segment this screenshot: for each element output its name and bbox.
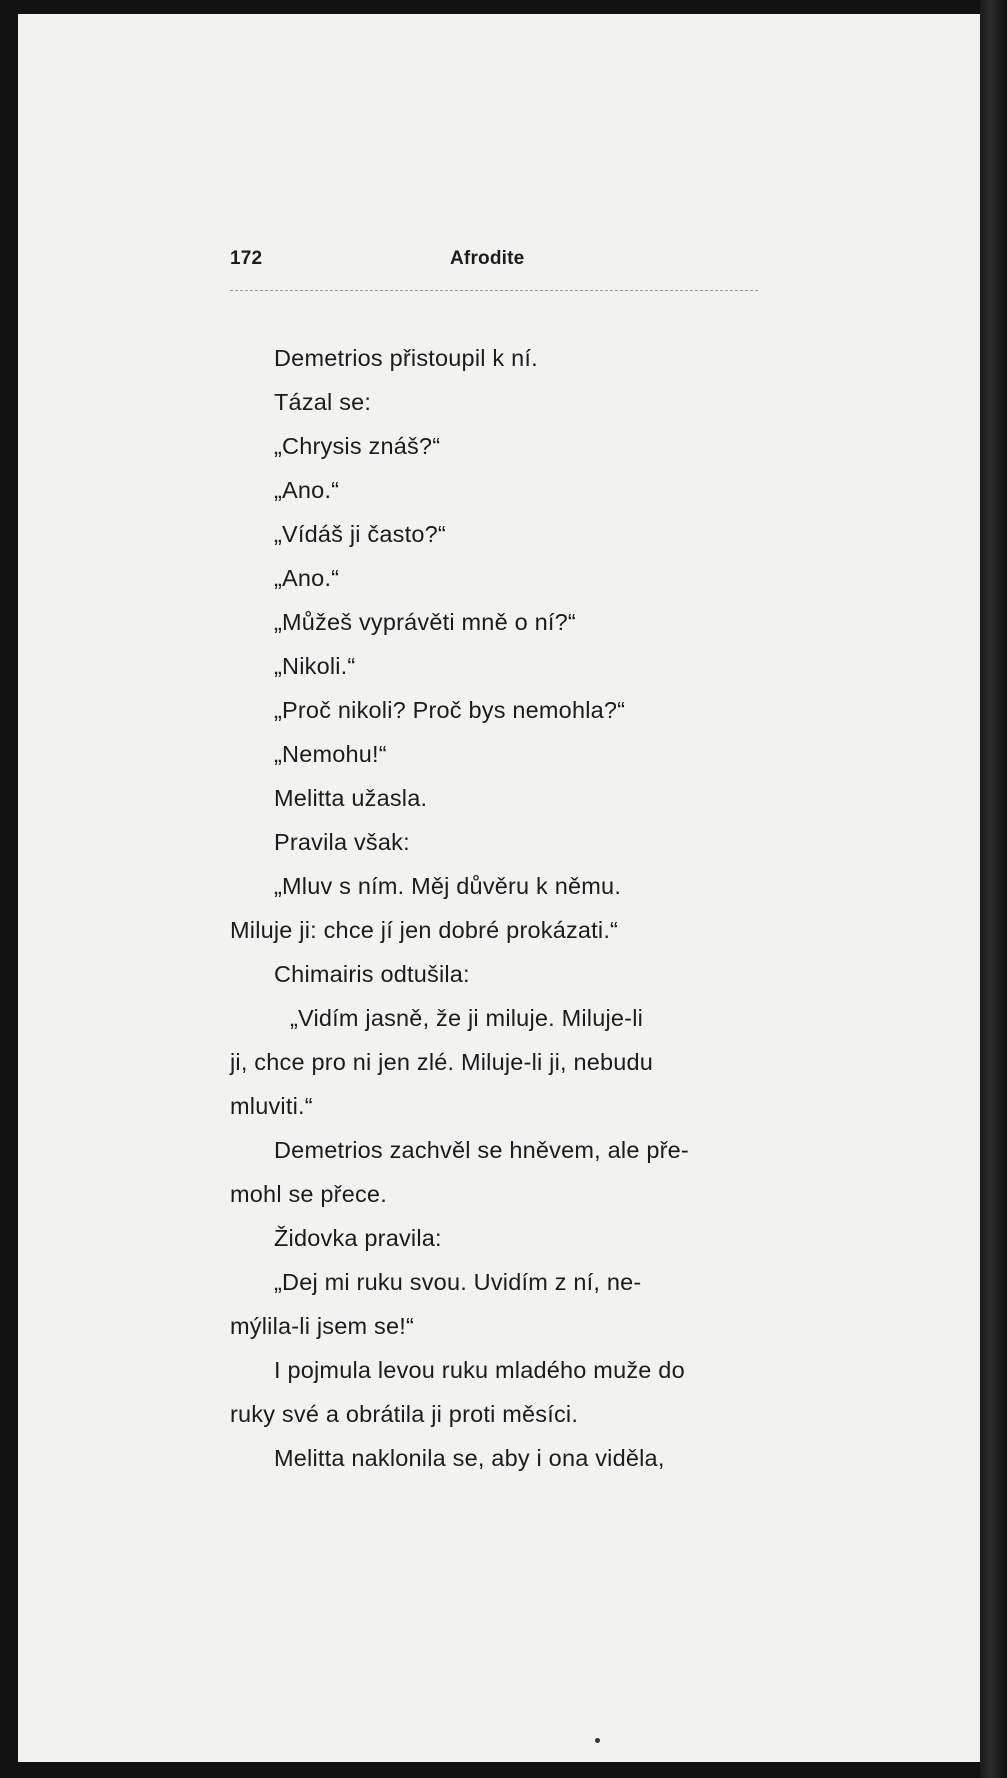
text-line: mohl se přece.: [230, 1181, 387, 1207]
header-rule: [230, 290, 758, 291]
text-line: „Nikoli.“: [274, 653, 356, 679]
text-line: Melitta naklonila se, aby i ona viděla,: [274, 1445, 665, 1471]
text-line: „Ano.“: [274, 565, 340, 591]
text-line: mýlila-li jsem se!“: [230, 1313, 414, 1339]
text-line: „Vidím jasně, že ji miluje. Miluje-li: [290, 1005, 644, 1031]
text-line: Tázal se:: [274, 389, 372, 415]
text-line: „Můžeš vyprávěti mně o ní?“: [274, 609, 576, 635]
text-line: „Ano.“: [274, 477, 340, 503]
text-line: Demetrios zachvěl se hněvem, ale pře-: [274, 1137, 689, 1163]
text-line: Melitta užasla.: [274, 785, 428, 811]
text-line: I pojmula levou ruku mladého muže do: [274, 1357, 685, 1383]
text-line: Miluje ji: chce jí jen dobré prokázati.“: [230, 917, 619, 943]
text-line: Demetrios přistoupil k ní.: [274, 345, 538, 371]
text-line: ji, chce pro ni jen zlé. Miluje-li ji, nebudu: [230, 1049, 654, 1075]
text-line: „Chrysis znáš?“: [274, 433, 441, 459]
page-number: 172: [230, 248, 263, 269]
text-line: „Nemohu!“: [274, 741, 387, 767]
page-content: [230, 240, 758, 1471]
book-spine-edge: [980, 0, 1007, 1778]
text-line: „Mluv s ním. Měj důvěru k němu.: [274, 873, 622, 899]
running-title: Afrodite: [450, 248, 525, 269]
text-line: „Vídáš ji často?“: [274, 521, 446, 547]
text-line: mluviti.“: [230, 1093, 313, 1119]
text-line: „Proč nikoli? Proč bys nemohla?“: [274, 697, 626, 723]
text-line: Židovka pravila:: [274, 1225, 442, 1251]
page-header: [230, 240, 758, 278]
text-line: „Dej mi ruku svou. Uvidím z ní, ne-: [274, 1269, 642, 1295]
paper-speck: [595, 1738, 600, 1743]
text-line: Pravila však:: [274, 829, 410, 855]
text-body: [230, 336, 758, 1480]
text-line: Chimairis odtušila:: [274, 961, 470, 987]
text-line: ruky své a obrátila ji proti měsíci.: [230, 1401, 579, 1427]
